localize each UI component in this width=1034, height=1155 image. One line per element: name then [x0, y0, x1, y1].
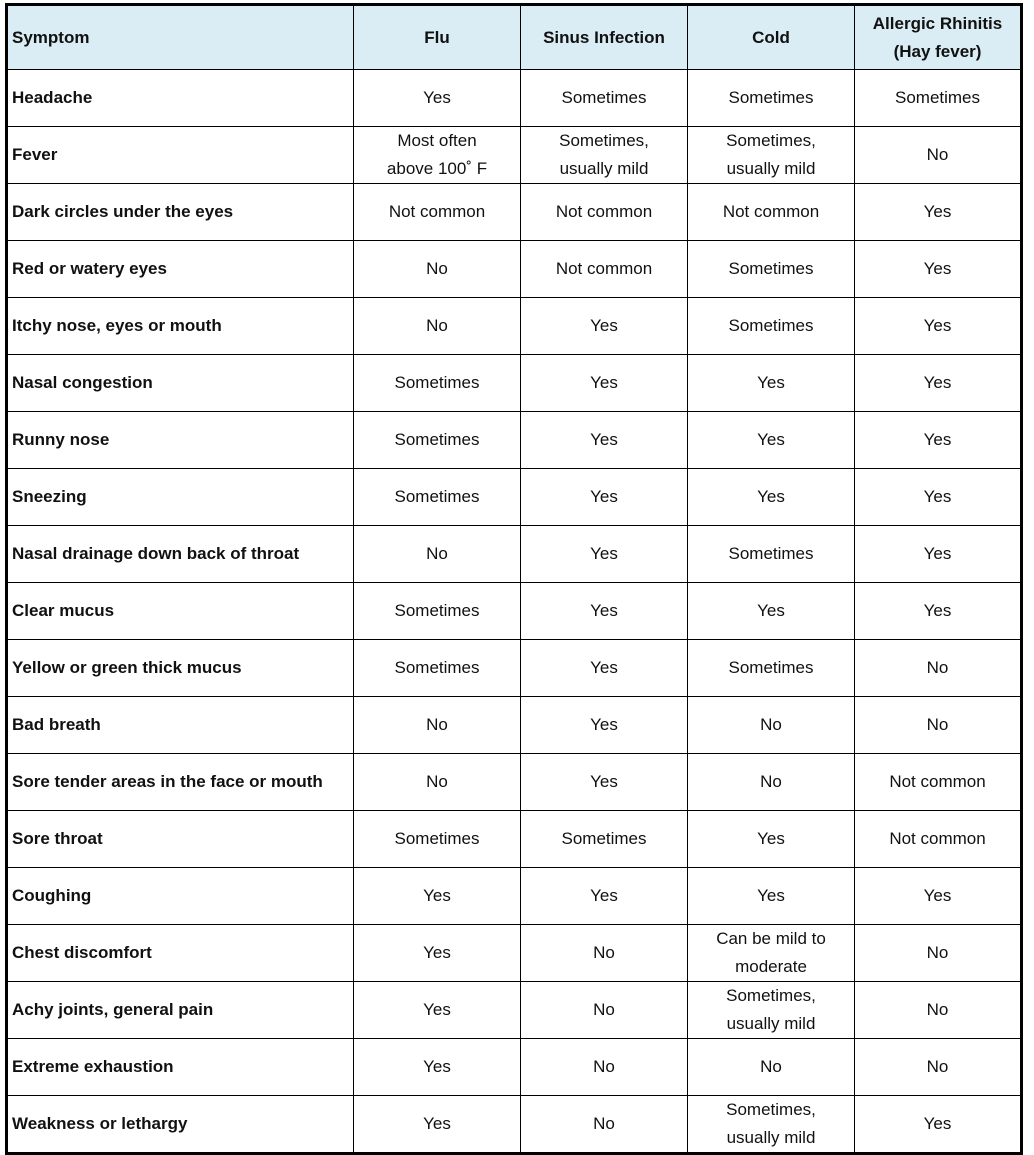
cell-flu-text: No	[426, 544, 448, 563]
cell-sinus-infection	[521, 754, 688, 811]
cell-sinus-infection	[521, 1096, 688, 1154]
cell-cold-text: Yes	[757, 373, 785, 392]
cell-sinus-infection	[521, 640, 688, 697]
cell-sinus-infection	[521, 298, 688, 355]
cell-flu-text: Yes	[423, 1000, 451, 1019]
cell-flu	[354, 868, 521, 925]
cell-flu	[354, 982, 521, 1039]
header-symptom: Symptom	[7, 5, 354, 70]
cell-allergic-rhinitis	[855, 70, 1022, 127]
cell-sinus-infection	[521, 184, 688, 241]
cell-symptom	[7, 1096, 354, 1154]
cell-flu-text: Sometimes	[394, 487, 480, 506]
cell-cold	[688, 640, 855, 697]
cell-flu-text: Yes	[423, 886, 451, 905]
table-row	[7, 127, 1022, 184]
cell-cold	[688, 868, 855, 925]
cell-cold-text: Sometimes	[728, 259, 814, 278]
cell-symptom	[7, 583, 354, 640]
cell-symptom	[7, 355, 354, 412]
cell-symptom	[7, 412, 354, 469]
cell-cold-text: Yes	[757, 487, 785, 506]
cell-cold-text: No	[760, 772, 782, 791]
cell-cold-text: Sometimes, usually mild	[726, 1100, 816, 1147]
cell-cold-text: Yes	[757, 430, 785, 449]
cell-cold	[688, 355, 855, 412]
cell-cold	[688, 982, 855, 1039]
table-row	[7, 925, 1022, 982]
table-row	[7, 412, 1022, 469]
cell-allergic-rhinitis	[855, 925, 1022, 982]
cell-sinus-infection-text: No	[593, 1057, 615, 1076]
cell-sinus-infection-text: Yes	[590, 430, 618, 449]
cell-allergic-rhinitis-text: Yes	[923, 202, 952, 221]
cell-symptom	[7, 811, 354, 868]
cell-cold	[688, 754, 855, 811]
cell-allergic-rhinitis-text: Not common	[889, 772, 986, 791]
cell-allergic-rhinitis-text: No	[926, 145, 949, 164]
cell-flu	[354, 697, 521, 754]
cell-allergic-rhinitis	[855, 982, 1022, 1039]
cell-sinus-infection-text: Sometimes, usually mild	[559, 131, 649, 178]
cell-cold-text: Yes	[757, 601, 785, 620]
cell-symptom-text: Sore throat	[12, 829, 103, 848]
table-row	[7, 811, 1022, 868]
cell-allergic-rhinitis-text: Yes	[923, 1114, 952, 1133]
cell-flu-text: Sometimes	[394, 373, 480, 392]
cell-sinus-infection	[521, 811, 688, 868]
cell-symptom	[7, 526, 354, 583]
cell-cold-text: No	[760, 1057, 782, 1076]
cell-cold-text: No	[760, 715, 782, 734]
cell-symptom	[7, 241, 354, 298]
cell-flu	[354, 640, 521, 697]
cell-symptom	[7, 754, 354, 811]
cell-cold-text: Sometimes, usually mild	[726, 131, 816, 178]
cell-cold	[688, 469, 855, 526]
table-row	[7, 355, 1022, 412]
cell-flu	[354, 526, 521, 583]
header-allergic-line-2: (Hay fever)	[893, 41, 982, 61]
cell-allergic-rhinitis-text: Yes	[923, 316, 952, 335]
table-row	[7, 1096, 1022, 1154]
cell-allergic-rhinitis	[855, 697, 1022, 754]
cell-flu	[354, 412, 521, 469]
cell-allergic-rhinitis-text: Not common	[889, 829, 986, 848]
cell-symptom-text: Itchy nose, eyes or mouth	[12, 316, 222, 335]
cell-allergic-rhinitis-text: No	[926, 658, 949, 677]
cell-symptom-text: Weakness or lethargy	[12, 1114, 188, 1133]
cell-allergic-rhinitis	[855, 583, 1022, 640]
cell-sinus-infection-text: Sometimes	[561, 829, 647, 848]
cell-flu	[354, 298, 521, 355]
cell-allergic-rhinitis-text: Yes	[923, 430, 952, 449]
cell-sinus-infection-text: Yes	[590, 886, 618, 905]
table-row	[7, 868, 1022, 925]
cell-sinus-infection	[521, 526, 688, 583]
cell-cold	[688, 526, 855, 583]
cell-flu-text: Yes	[423, 88, 451, 107]
cell-flu	[354, 1096, 521, 1154]
cell-sinus-infection-text: Yes	[590, 715, 618, 734]
cell-symptom-text: Clear mucus	[12, 601, 115, 620]
cell-flu-text: Sometimes	[394, 829, 480, 848]
cell-cold	[688, 811, 855, 868]
cell-symptom	[7, 640, 354, 697]
cell-flu-text: Sometimes	[394, 601, 480, 620]
cell-symptom-text: Fever	[12, 145, 58, 164]
cell-symptom	[7, 298, 354, 355]
cell-flu-text: Most often above 100˚ F	[386, 131, 488, 178]
symptom-comparison-table	[5, 3, 1023, 1155]
cell-sinus-infection	[521, 241, 688, 298]
cell-sinus-infection-text: Not common	[555, 259, 653, 278]
cell-sinus-infection-text: Not common	[555, 202, 653, 221]
cell-flu-text: No	[426, 316, 448, 335]
cell-allergic-rhinitis	[855, 298, 1022, 355]
cell-allergic-rhinitis-text: Yes	[923, 373, 952, 392]
cell-sinus-infection-text: Yes	[590, 373, 618, 392]
cell-sinus-infection	[521, 982, 688, 1039]
cell-cold-text: Yes	[757, 829, 785, 848]
cell-symptom-text: Nasal congestion	[12, 373, 153, 392]
cell-flu-text: No	[426, 772, 448, 791]
cell-allergic-rhinitis-text: No	[926, 1057, 949, 1076]
cell-flu	[354, 355, 521, 412]
cell-sinus-infection-text: Sometimes	[561, 88, 647, 107]
cell-cold	[688, 184, 855, 241]
cell-allergic-rhinitis	[855, 526, 1022, 583]
cell-sinus-infection	[521, 868, 688, 925]
cell-allergic-rhinitis-text: Yes	[923, 487, 952, 506]
cell-cold	[688, 1039, 855, 1096]
cell-allergic-rhinitis	[855, 868, 1022, 925]
cell-sinus-infection	[521, 70, 688, 127]
cell-allergic-rhinitis	[855, 754, 1022, 811]
cell-cold-text: Can be mild to moderate	[716, 929, 826, 976]
cell-cold	[688, 412, 855, 469]
cell-symptom-text: Bad breath	[12, 715, 101, 734]
cell-symptom-text: Yellow or green thick mucus	[12, 658, 242, 677]
cell-allergic-rhinitis-text: Yes	[923, 601, 952, 620]
cell-symptom	[7, 697, 354, 754]
cell-cold	[688, 298, 855, 355]
cell-flu	[354, 184, 521, 241]
cell-flu	[354, 754, 521, 811]
cell-sinus-infection-text: Yes	[590, 658, 618, 677]
cell-sinus-infection-text: No	[593, 943, 615, 962]
cell-flu-text: Sometimes	[394, 658, 480, 677]
cell-symptom-text: Runny nose	[12, 430, 110, 449]
cell-allergic-rhinitis-text: Sometimes	[894, 88, 981, 107]
cell-flu-text: No	[426, 259, 448, 278]
cell-flu	[354, 583, 521, 640]
table-row	[7, 754, 1022, 811]
cell-cold	[688, 241, 855, 298]
cell-allergic-rhinitis-text: Yes	[923, 886, 952, 905]
cell-symptom-text: Achy joints, general pain	[12, 1000, 214, 1019]
cell-cold-text: Not common	[722, 202, 820, 221]
cell-cold-text: Sometimes, usually mild	[726, 986, 816, 1033]
cell-sinus-infection-text: Yes	[590, 544, 618, 563]
cell-cold-text: Sometimes	[728, 316, 814, 335]
cell-cold	[688, 127, 855, 184]
table-row	[7, 298, 1022, 355]
cell-cold-text: Sometimes	[728, 658, 814, 677]
cell-symptom	[7, 469, 354, 526]
cell-cold	[688, 925, 855, 982]
header-allergic-line-1: Allergic Rhinitis	[872, 13, 1003, 33]
table-row	[7, 1039, 1022, 1096]
cell-allergic-rhinitis	[855, 127, 1022, 184]
symptom-table-container	[5, 3, 1023, 1155]
cell-symptom-text: Nasal drainage down back of throat	[12, 544, 300, 563]
cell-sinus-infection-text: No	[593, 1114, 615, 1133]
cell-cold-text: Yes	[757, 886, 785, 905]
cell-symptom-text: Extreme exhaustion	[12, 1057, 174, 1076]
cell-symptom	[7, 868, 354, 925]
cell-sinus-infection-text: Yes	[590, 487, 618, 506]
cell-sinus-infection-text: Yes	[590, 601, 618, 620]
cell-cold	[688, 583, 855, 640]
cell-sinus-infection	[521, 469, 688, 526]
cell-allergic-rhinitis	[855, 241, 1022, 298]
cell-sinus-infection-text: No	[593, 1000, 615, 1019]
cell-symptom	[7, 70, 354, 127]
cell-cold	[688, 697, 855, 754]
cell-cold-text: Sometimes	[728, 544, 814, 563]
table-header	[7, 5, 1022, 70]
cell-cold-text: Sometimes	[728, 88, 814, 107]
cell-allergic-rhinitis	[855, 469, 1022, 526]
cell-allergic-rhinitis	[855, 640, 1022, 697]
cell-symptom-text: Headache	[12, 88, 93, 107]
cell-flu	[354, 469, 521, 526]
cell-sinus-infection	[521, 925, 688, 982]
cell-flu-text: Yes	[423, 1057, 451, 1076]
cell-sinus-infection-text: Yes	[590, 316, 618, 335]
cell-flu	[354, 811, 521, 868]
cell-symptom-text: Red or watery eyes	[12, 259, 167, 278]
table-row	[7, 526, 1022, 583]
cell-flu	[354, 241, 521, 298]
cell-allergic-rhinitis-text: No	[926, 1000, 949, 1019]
cell-allergic-rhinitis	[855, 1039, 1022, 1096]
cell-allergic-rhinitis	[855, 184, 1022, 241]
table-row	[7, 70, 1022, 127]
table-row	[7, 697, 1022, 754]
header-row	[7, 5, 1022, 70]
header-flu: Flu	[354, 5, 521, 70]
cell-symptom-text: Chest discomfort	[12, 943, 152, 962]
cell-symptom-text: Sore tender areas in the face or mouth	[12, 772, 323, 791]
cell-allergic-rhinitis	[855, 1096, 1022, 1154]
cell-sinus-infection	[521, 583, 688, 640]
table-row	[7, 640, 1022, 697]
cell-flu-text: Sometimes	[394, 430, 480, 449]
cell-flu	[354, 1039, 521, 1096]
cell-sinus-infection	[521, 697, 688, 754]
cell-flu-text: No	[426, 715, 448, 734]
cell-symptom-text: Coughing	[12, 886, 92, 905]
cell-allergic-rhinitis	[855, 355, 1022, 412]
cell-flu	[354, 127, 521, 184]
cell-symptom	[7, 925, 354, 982]
cell-symptom	[7, 127, 354, 184]
cell-flu-text: Yes	[423, 943, 451, 962]
cell-flu-text: Yes	[423, 1114, 451, 1133]
cell-allergic-rhinitis-text: No	[926, 943, 949, 962]
cell-allergic-rhinitis-text: No	[926, 715, 949, 734]
cell-symptom	[7, 1039, 354, 1096]
cell-symptom-text: Dark circles under the eyes	[12, 202, 234, 221]
table-row	[7, 583, 1022, 640]
cell-sinus-infection	[521, 1039, 688, 1096]
cell-symptom	[7, 184, 354, 241]
cell-flu-text: Not common	[388, 202, 486, 221]
cell-allergic-rhinitis-text: Yes	[923, 544, 952, 563]
cell-sinus-infection-text: Yes	[590, 772, 618, 791]
cell-sinus-infection	[521, 412, 688, 469]
cell-flu	[354, 925, 521, 982]
cell-allergic-rhinitis	[855, 412, 1022, 469]
cell-sinus-infection	[521, 355, 688, 412]
cell-cold	[688, 1096, 855, 1154]
header-allergic-rhinitis	[855, 5, 1022, 70]
cell-flu	[354, 70, 521, 127]
table-row	[7, 241, 1022, 298]
cell-allergic-rhinitis-text: Yes	[923, 259, 952, 278]
cell-symptom	[7, 982, 354, 1039]
table-row	[7, 184, 1022, 241]
cell-sinus-infection	[521, 127, 688, 184]
table-body	[7, 70, 1022, 1154]
header-sinus-infection: Sinus Infection	[521, 5, 688, 70]
table-row	[7, 982, 1022, 1039]
header-cold: Cold	[688, 5, 855, 70]
cell-allergic-rhinitis	[855, 811, 1022, 868]
cell-symptom-text: Sneezing	[12, 487, 87, 506]
table-row	[7, 469, 1022, 526]
cell-cold	[688, 70, 855, 127]
